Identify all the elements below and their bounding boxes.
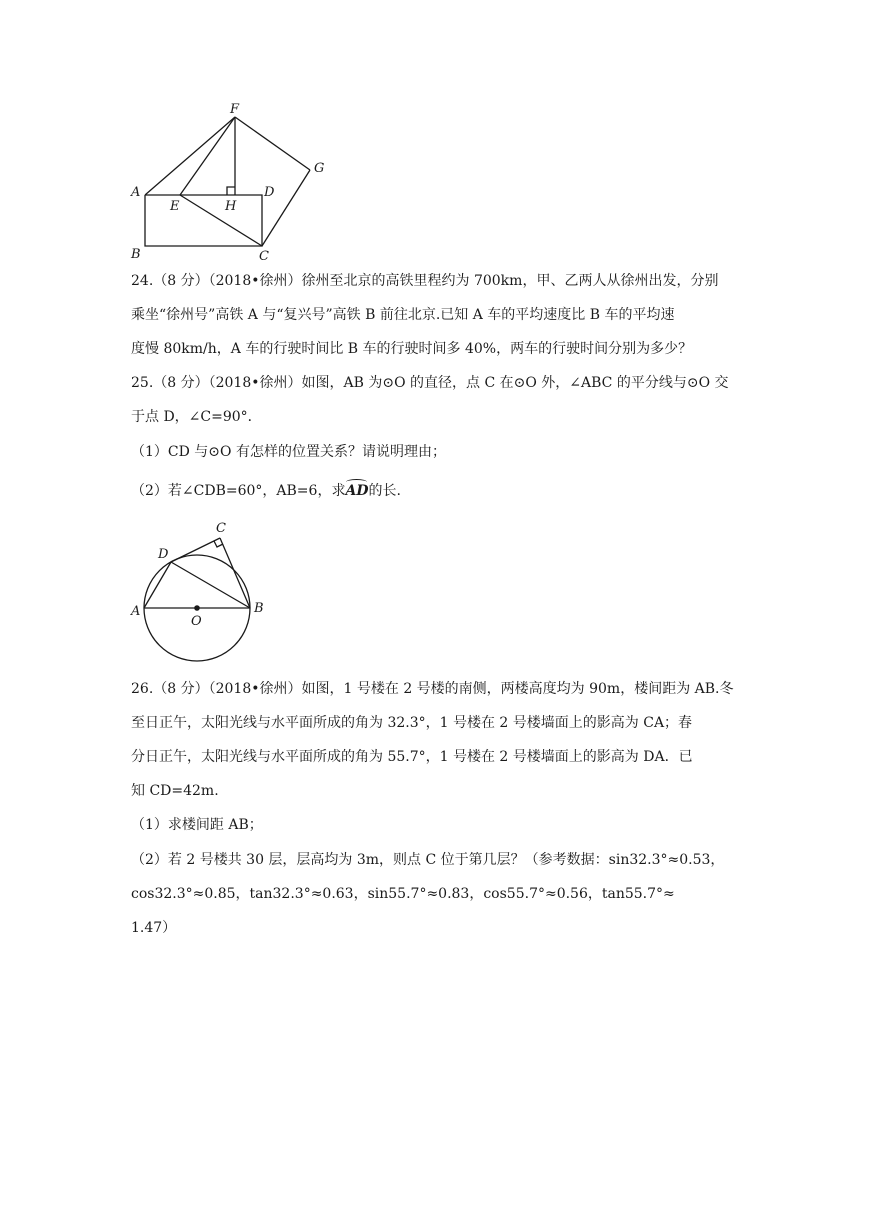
- q26-line-2: 至日正午，太阳光线与水平面所成的角为 32.3°，1 号楼在 2 号楼墙面上的影高为 CA；春: [131, 715, 693, 731]
- label-e: E: [170, 199, 180, 214]
- label-c2: C: [216, 521, 226, 536]
- q24-line-1: 24.（8 分）（2018•徐州）徐州至北京的高铁里程约为 700km，甲、乙两人从徐州出发，分别: [131, 273, 719, 289]
- q25-part-2: [131, 481, 741, 501]
- segment-fe: [180, 117, 235, 195]
- label-a2: A: [131, 604, 141, 619]
- label-f: F: [230, 102, 240, 117]
- q24-line-2: 乘坐“徐州号”高铁 A 与“复兴号”高铁 B 前往北京.已知 A 车的平均速度比 B 车的平均速: [131, 307, 675, 323]
- figure-circle-svg: [125, 515, 275, 665]
- segment-dc: [171, 538, 220, 562]
- q26-line-4: 知 CD=42m.: [131, 783, 219, 799]
- right-angle-mark-h: [227, 187, 235, 195]
- q26-part-1: （1）求楼间距 AB；: [131, 817, 263, 833]
- label-b2: B: [254, 601, 264, 616]
- q26-part-2-line-3: 1.47）: [131, 920, 177, 936]
- label-o2: O: [191, 614, 202, 629]
- q25-part-1: （1）CD 与⊙O 有怎样的位置关系？请说明理由；: [131, 444, 446, 460]
- label-d2: D: [158, 547, 169, 562]
- q26-line-3: 分日正午，太阳光线与水平面所成的角为 55.7°，1 号楼在 2 号楼墙面上的影高为 DA．已: [131, 749, 693, 765]
- label-b: B: [131, 247, 141, 262]
- q26-part-2-line-1: （2）若 2 号楼共 30 层，层高均为 3m，则点 C 位于第几层？（参考数据：sin32.3°≈0.53，: [131, 852, 725, 868]
- figure-rectangle-svg: [125, 100, 335, 265]
- label-h: H: [225, 199, 237, 214]
- label-a: A: [131, 185, 141, 200]
- rectangle-abcd: [145, 195, 262, 246]
- arc-ad: AD: [345, 483, 369, 499]
- q24-line-3: 度慢 80km/h，A 车的行驶时间比 B 车的行驶时间多 40%，两车的行驶时间分别为多少？: [131, 341, 693, 357]
- segment-ec: [180, 195, 262, 246]
- q25-line-1: 25.（8 分）（2018•徐州）如图，AB 为⊙O 的直径，点 C 在⊙O 外，∠ABC 的平分线与⊙O 交: [131, 375, 729, 391]
- segment-fg: [235, 117, 310, 170]
- segment-ad: [144, 562, 171, 608]
- q26-line-1: 26.（8 分）（2018•徐州）如图，1 号楼在 2 号楼的南侧，两楼高度均为 90m，楼间距为 AB.冬: [131, 681, 734, 697]
- q25-line-2: 于点 D，∠C=90°．: [131, 409, 262, 425]
- figure-rectangle-diagram: [125, 100, 335, 265]
- segment-gc: [262, 170, 310, 246]
- segment-cb: [220, 538, 250, 608]
- segment-db: [171, 562, 250, 608]
- label-g: G: [314, 161, 325, 176]
- label-c: C: [259, 249, 269, 264]
- q25-part-2-suffix: 的长.: [368, 483, 401, 499]
- q26-part-2-line-2: cos32.3°≈0.85，tan32.3°≈0.63，sin55.7°≈0.83，cos55.7°≈0.56，tan55.7°≈: [131, 886, 675, 902]
- segment-fa: [145, 117, 235, 195]
- center-point-o: [194, 605, 200, 611]
- figure-circle-diagram: [125, 515, 275, 665]
- label-d: D: [264, 185, 275, 200]
- q25-part-2-prefix: （2）若∠CDB=60°，AB=6，求: [131, 483, 346, 499]
